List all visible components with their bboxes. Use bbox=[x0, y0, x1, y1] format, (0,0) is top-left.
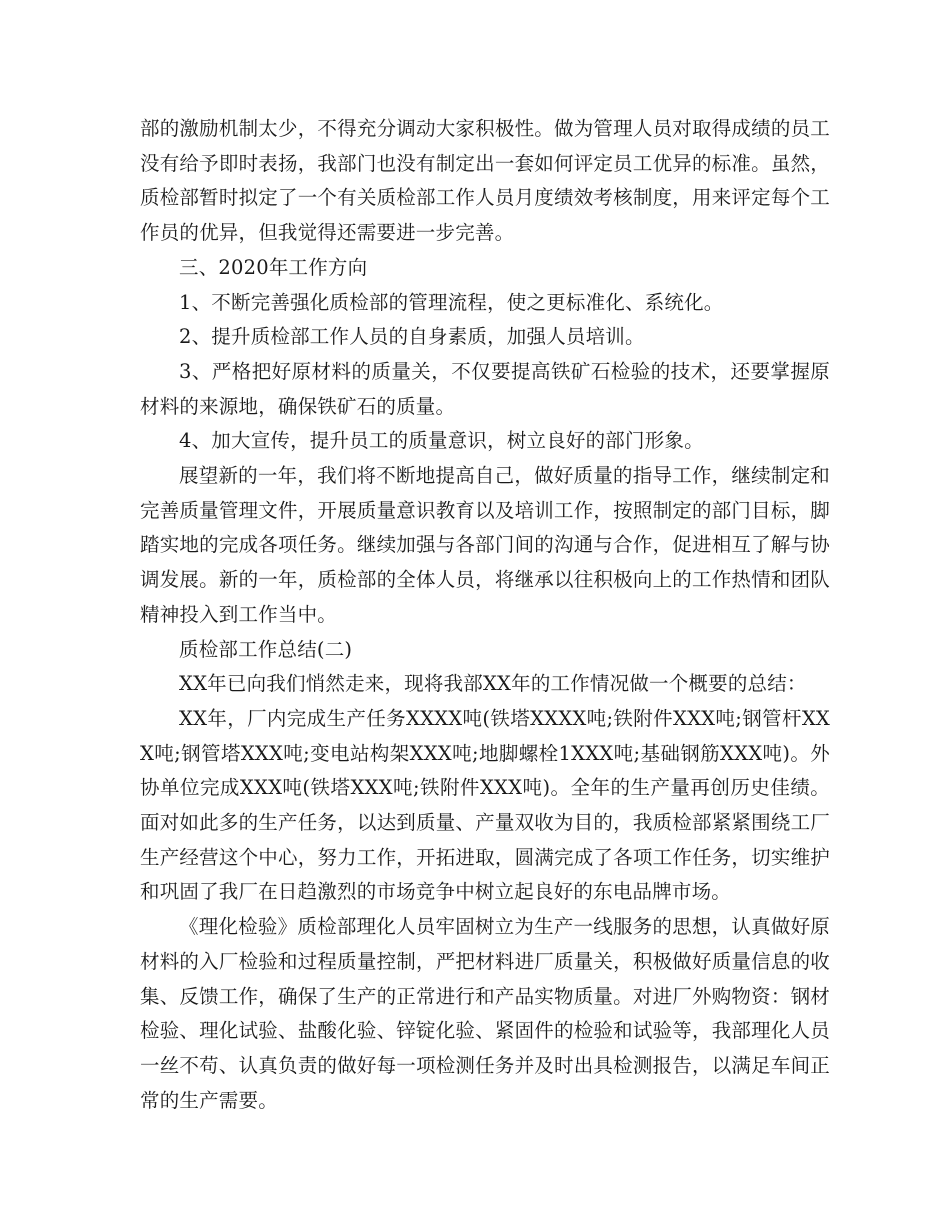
production-paragraph: XX年，厂内完成生产任务XXXX吨(铁塔XXXX吨;铁附件XXX吨;钢管杆XXX吨;钢管塔XXX吨;变电站构架XXX吨;地脚螺栓1XXX吨;基础钢筋XXX吨)。外协单位完成XXX吨(铁塔XXX吨;铁附件XXX吨)。全年的生产量再创历史佳绩。面对如此多的生产任务，以达到质量、产量双收为目的，我质检部紧紧围绕工厂生产经营这个中心，努力工作，开拓进取，圆满完成了各项工作任务，切实维护和巩固了我厂在日趋激烈的市场竞争中树立起良好的东电品牌市场。 bbox=[140, 706, 830, 904]
list-item-4: 4、加大宣传，提升员工的质量意识，树立良好的部门形象。 bbox=[179, 429, 704, 453]
list-item-1: 1、不断完善强化质检部的管理流程，使之更标准化、系统化。 bbox=[179, 290, 724, 314]
document-page bbox=[140, 112, 830, 1118]
intro-paragraph: XX年已向我们悄然走来，现将我部XX年的工作情况做一个概要的总结： bbox=[179, 672, 807, 696]
inspection-paragraph: 《理化检验》质检部理化人员牢固树立为生产一线服务的思想，认真做好原材料的入厂检验和过程质量控制，严把材料进厂质量关，积极做好质量信息的收集、反馈工作，确保了生产的正常进行和产品实物质量。对进厂外购物资：钢材检验、理化试验、盐酸化验、锌锭化验、紧固件的检验和试验等，我部理化人员一丝不苟、认真负责的做好每一项检测任务并及时出具检测报告，以满足车间正常的生产需要。 bbox=[140, 915, 830, 1112]
outlook-paragraph: 展望新的一年，我们将不断地提高自己，做好质量的指导工作，继续制定和完善质量管理文件，开展质量意识教育以及培训工作，按照制定的部门目标，脚踏实地的完成各项任务。继续加强与各部门间的沟通与合作，促进相互了解与协调发展。新的一年，质检部的全体人员，将继承以往积极向上的工作热情和团队精神投入到工作当中。 bbox=[140, 464, 830, 626]
section-heading-2020-direction: 三、2020年工作方向 bbox=[179, 255, 368, 279]
paragraph-1: 部的激励机制太少，不得充分调动大家积极性。做为管理人员对取得成绩的员工没有给予即时表扬，我部门也没有制定出一套如何评定员工优异的标准。虽然，质检部暂时拟定了一个有关质检部工作人员月度绩效考核制度，用来评定每个工作员的优异，但我觉得还需要进一步完善。 bbox=[140, 117, 830, 245]
section-title-summary-two: 质检部工作总结(二) bbox=[179, 637, 353, 661]
list-item-3: 3、严格把好原材料的质量关，不仅要提高铁矿石检验的技术，还要掌握原材料的来源地，确保铁矿石的质量。 bbox=[140, 359, 830, 418]
list-item-2: 2、提升质检部工作人员的自身素质，加强人员培训。 bbox=[179, 325, 645, 349]
